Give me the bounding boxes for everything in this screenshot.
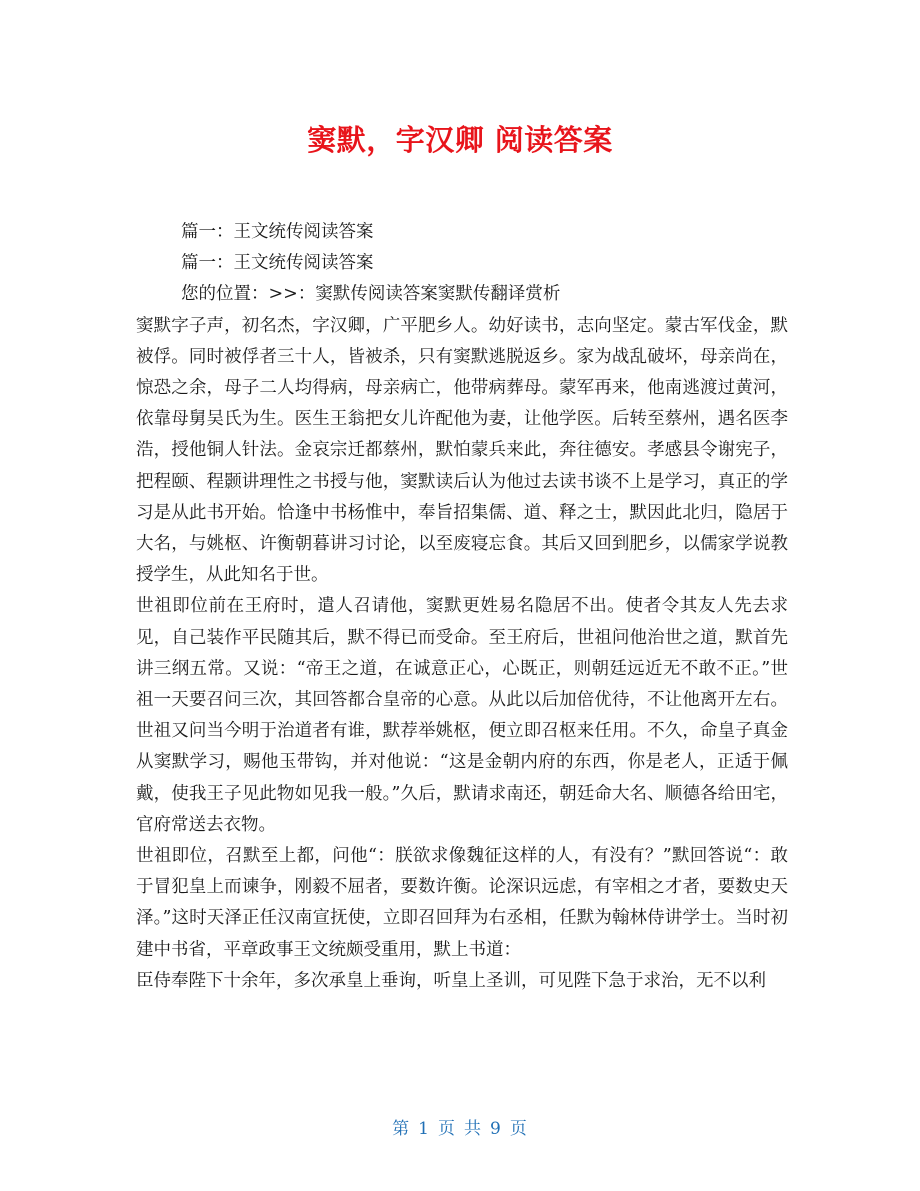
footer-total-word: 共 [464, 1119, 482, 1139]
body-paragraph: 臣侍奉陛下十余年，多次承皇上垂询，听皇上圣训，可见陛下急于求治，无不以利 [136, 970, 766, 991]
document-body [136, 217, 788, 997]
section-heading: 篇一：王文统传阅读答案 [181, 222, 374, 242]
page-number: 1 [418, 1119, 430, 1139]
body-paragraph: 窦默字子声，初名杰，字汉卿，广平肥乡人。幼好读书，志向坚定。蒙古军伐金，默被俘。同时被俘者三十人，皆被杀，只有窦默逃脱返乡。家为战乱破坏，母亲尚在，惊恐之余，母子二人均得病，母亲病亡，他带病葬母。蒙军再来，他南逃渡过黄河，依靠母舅吴氏为生。医生王翁把女儿许配他为妻，让他学医。后转至蔡州，遇名医李浩，授他铜人针法。金哀宗迁都蔡州，默怕蒙兵来此，奔往德安。孝感县令谢宪子，把程颐、程颢讲理性之书授与他，窦默读后认为他过去读书谈不上是学习，真正的学习是从此书开始。恰逢中书杨惟中，奉旨招集儒、道、释之士，默因此北归，隐居于大名，与姚枢、许衡朝暮讲习讨论，以至废寝忘食。其后又回到肥乡，以儒家学说教授学生，从此知名于世。 [136, 315, 788, 586]
body-paragraph: 世祖即位前在王府时，遣人召请他，窦默更姓易名隐居不出。使者令其友人先去求见，自己装作平民随其后，默不得已而受命。至王府后，世祖问他治世之道，默首先讲三纲五常。又说：“帝王之道，在诚意正心，心既正，则朝廷远近无不敢不正。”世祖一天要召问三次，其回答都合皇帝的心意。从此以后加倍优待，不让他离开左右。世祖又问当今明于治道者有谁，默荐举姚枢，便立即召枢来任用。不久，命皇子真金从窦默学习，赐他玉带钩，并对他说：“这是金朝内府的东西，你是老人，正适于佩戴，使我王子见此物如见我一般。”久后，默请求南还，朝廷命大名、顺德各给田宅，官府常送去衣物。 [136, 596, 788, 835]
page-footer [0, 1114, 920, 1139]
footer-page-word: 页 [438, 1119, 456, 1139]
footer-prefix: 第 [392, 1119, 411, 1139]
section-heading: 篇一：王文统传阅读答案 [181, 253, 374, 274]
total-pages: 9 [490, 1119, 502, 1139]
document-title: 窦默，字汉卿 阅读答案 [307, 123, 613, 157]
body-paragraph: 世祖即位，召默至上都，问他“：朕欲求像魏征这样的人，有没有？”默回答说“：敢于冒犯皇上而谏争，刚毅不屈者，要数许衡。论深识远虑，有宰相之才者，要数史天泽。”这时天泽正任汉南宣抚使，立即召回拜为右丞相，任默为翰林侍讲学士。当时初建中书省，平章政事王文统颇受重用，默上书道： [136, 846, 788, 960]
footer-suffix: 页 [509, 1119, 528, 1139]
location-breadcrumb: 您的位置：>>：窦默传阅读答案窦默传翻译赏析 [181, 284, 561, 305]
